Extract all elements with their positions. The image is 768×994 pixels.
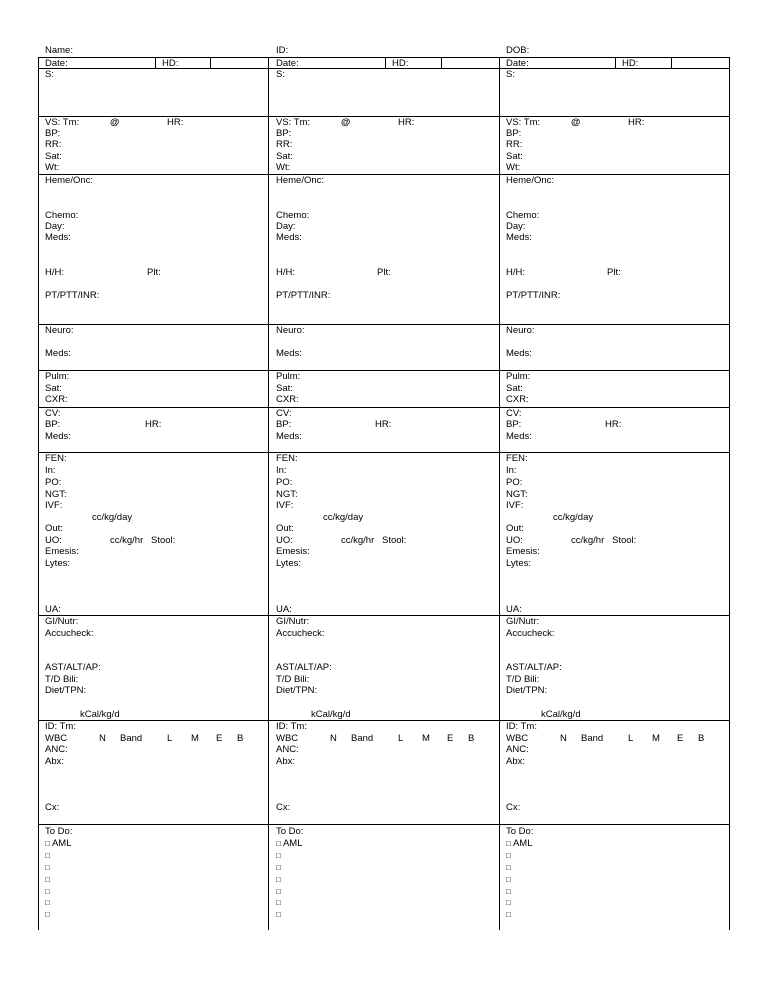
id-title: ID: Tm: bbox=[506, 721, 537, 732]
cv-meds-label: Meds: bbox=[506, 431, 532, 442]
cv-title: CV: bbox=[276, 408, 292, 419]
s-label: S: bbox=[45, 69, 54, 80]
heme-title: Heme/Onc: bbox=[276, 175, 325, 186]
ast-label: AST/ALT/AP: bbox=[45, 662, 101, 673]
diet-label: Diet/TPN: bbox=[276, 685, 318, 696]
pulm-title: Pulm: bbox=[45, 371, 70, 382]
vs-hr-label: HR: bbox=[628, 117, 645, 128]
id-title: ID: Tm: bbox=[276, 721, 307, 732]
vs-hr-label: HR: bbox=[398, 117, 415, 128]
vs-rr-label: RR: bbox=[506, 139, 523, 150]
vs-tm-label: VS: Tm: bbox=[506, 117, 541, 128]
fen-title: FEN: bbox=[45, 453, 67, 464]
hh-label: H/H: bbox=[45, 267, 64, 278]
neuro-title: Neuro: bbox=[276, 325, 305, 336]
wbc-label: WBC bbox=[276, 733, 299, 744]
cv-hr-label: HR: bbox=[375, 419, 392, 430]
chemo-label: Chemo: bbox=[276, 210, 310, 221]
checkbox-icon[interactable]: □ bbox=[45, 875, 50, 884]
bili-label: T/D Bili: bbox=[506, 674, 540, 685]
pulm-title: Pulm: bbox=[276, 371, 301, 382]
day-label: Day: bbox=[506, 221, 526, 232]
checkbox-icon[interactable]: □ bbox=[506, 851, 511, 860]
e-label: E bbox=[677, 733, 684, 744]
fen-po-label: PO: bbox=[506, 477, 523, 488]
fen-ua-label: UA: bbox=[276, 604, 292, 615]
cxr-label: CXR: bbox=[506, 394, 529, 405]
wbc-label: WBC bbox=[45, 733, 68, 744]
checkbox-icon[interactable]: □ bbox=[45, 851, 50, 860]
cv-hr-label: HR: bbox=[605, 419, 622, 430]
abx-label: Abx: bbox=[506, 756, 526, 767]
todo-item-label: AML bbox=[512, 838, 533, 849]
fen-ivf-label: IVF: bbox=[45, 500, 63, 511]
fen-in-label: In: bbox=[276, 465, 287, 476]
cx-label: Cx: bbox=[506, 802, 521, 813]
heme-meds-label: Meds: bbox=[45, 232, 71, 243]
checkbox-icon[interactable]: □ bbox=[276, 910, 281, 919]
vs-tm-label: VS: Tm: bbox=[276, 117, 311, 128]
checkbox-icon[interactable]: □ bbox=[506, 863, 511, 872]
n-label: N bbox=[560, 733, 567, 744]
hd-label: HD: bbox=[162, 58, 179, 69]
bili-label: T/D Bili: bbox=[276, 674, 310, 685]
band-label: Band bbox=[351, 733, 374, 744]
vs-tm-label: VS: Tm: bbox=[45, 117, 80, 128]
border-left bbox=[38, 57, 39, 930]
checkbox-icon[interactable]: □ bbox=[276, 887, 281, 896]
fen-ua-label: UA: bbox=[45, 604, 61, 615]
hh-label: H/H: bbox=[276, 267, 295, 278]
pulm-sat-label: Sat: bbox=[45, 383, 62, 394]
plt-label: Plt: bbox=[607, 267, 621, 278]
date-label: Date: bbox=[45, 58, 68, 69]
cxr-label: CXR: bbox=[45, 394, 68, 405]
neuro-title: Neuro: bbox=[506, 325, 535, 336]
todo-item[interactable] bbox=[45, 838, 72, 849]
gi-title: GI/Nutr: bbox=[45, 616, 79, 627]
kcal-label: kCal/kg/d bbox=[541, 709, 581, 720]
vs-bp-label: BP: bbox=[45, 128, 61, 139]
fen-stool-label: Stool: bbox=[151, 535, 176, 546]
b-label: B bbox=[698, 733, 705, 744]
accucheck-label: Accucheck: bbox=[276, 628, 325, 639]
fen-lytes-label: Lytes: bbox=[506, 558, 531, 569]
chemo-label: Chemo: bbox=[45, 210, 79, 221]
day-label: Day: bbox=[45, 221, 65, 232]
cv-bp-label: BP: bbox=[45, 419, 61, 430]
b-label: B bbox=[237, 733, 244, 744]
m-label: M bbox=[191, 733, 199, 744]
day-label: Day: bbox=[276, 221, 296, 232]
fen-stool-label: Stool: bbox=[382, 535, 407, 546]
e-label: E bbox=[447, 733, 454, 744]
fen-cckgday-label: cc/kg/day bbox=[92, 512, 133, 523]
pulm-title: Pulm: bbox=[506, 371, 531, 382]
checkbox-icon[interactable]: □ bbox=[276, 851, 281, 860]
b-label: B bbox=[468, 733, 475, 744]
kcal-label: kCal/kg/d bbox=[80, 709, 120, 720]
gi-title: GI/Nutr: bbox=[506, 616, 540, 627]
date-label: Date: bbox=[506, 58, 529, 69]
n-label: N bbox=[330, 733, 337, 744]
fen-emesis-label: Emesis: bbox=[276, 546, 310, 557]
patient-column-1 bbox=[45, 0, 273, 994]
accucheck-label: Accucheck: bbox=[45, 628, 94, 639]
anc-label: ANC: bbox=[506, 744, 529, 755]
cv-meds-label: Meds: bbox=[45, 431, 71, 442]
bili-label: T/D Bili: bbox=[45, 674, 79, 685]
todo-title: To Do: bbox=[45, 826, 73, 837]
todo-item[interactable] bbox=[506, 838, 533, 849]
accucheck-label: Accucheck: bbox=[506, 628, 555, 639]
cv-hr-label: HR: bbox=[145, 419, 162, 430]
vs-bp-label: BP: bbox=[276, 128, 292, 139]
n-label: N bbox=[99, 733, 106, 744]
todo-item-label: AML bbox=[282, 838, 303, 849]
fen-po-label: PO: bbox=[276, 477, 293, 488]
checkbox-icon[interactable]: □ bbox=[506, 910, 511, 919]
cv-title: CV: bbox=[45, 408, 61, 419]
chemo-label: Chemo: bbox=[506, 210, 540, 221]
cv-bp-label: BP: bbox=[506, 419, 522, 430]
neuro-title: Neuro: bbox=[45, 325, 74, 336]
checkbox-icon[interactable]: □ bbox=[276, 898, 281, 907]
fen-cckghr-label: cc/kg/hr bbox=[341, 535, 375, 546]
diet-label: Diet/TPN: bbox=[506, 685, 548, 696]
cx-label: Cx: bbox=[45, 802, 60, 813]
checkbox-icon[interactable]: □ bbox=[45, 898, 50, 907]
abx-label: Abx: bbox=[45, 756, 65, 767]
heme-title: Heme/Onc: bbox=[45, 175, 94, 186]
fen-uo-label: UO: bbox=[45, 535, 62, 546]
vs-rr-label: RR: bbox=[45, 139, 62, 150]
fen-emesis-label: Emesis: bbox=[45, 546, 79, 557]
fen-po-label: PO: bbox=[45, 477, 62, 488]
fen-ivf-label: IVF: bbox=[276, 500, 294, 511]
neuro-meds-label: Meds: bbox=[45, 348, 71, 359]
cv-title: CV: bbox=[506, 408, 522, 419]
checkbox-icon[interactable]: □ bbox=[45, 863, 50, 872]
s-label: S: bbox=[506, 69, 515, 80]
checkbox-icon[interactable]: □ bbox=[506, 875, 511, 884]
hh-label: H/H: bbox=[506, 267, 525, 278]
pulm-sat-label: Sat: bbox=[276, 383, 293, 394]
cv-bp-label: BP: bbox=[276, 419, 292, 430]
pt-label: PT/PTT/INR: bbox=[506, 290, 561, 301]
fen-title: FEN: bbox=[506, 453, 528, 464]
fen-ngt-label: NGT: bbox=[276, 489, 298, 500]
fen-uo-label: UO: bbox=[276, 535, 293, 546]
band-label: Band bbox=[581, 733, 604, 744]
patient-column-2 bbox=[276, 0, 504, 994]
heme-meds-label: Meds: bbox=[506, 232, 532, 243]
kcal-label: kCal/kg/d bbox=[311, 709, 351, 720]
vs-sat-label: Sat: bbox=[506, 151, 523, 162]
vs-rr-label: RR: bbox=[276, 139, 293, 150]
todo-item-label: AML bbox=[51, 838, 72, 849]
plt-label: Plt: bbox=[147, 267, 161, 278]
checkbox-icon[interactable]: □ bbox=[45, 910, 50, 919]
wbc-label: WBC bbox=[506, 733, 529, 744]
checkbox-icon[interactable]: □ bbox=[506, 898, 511, 907]
fen-uo-label: UO: bbox=[506, 535, 523, 546]
abx-label: Abx: bbox=[276, 756, 296, 767]
patient-column-3 bbox=[506, 0, 734, 994]
vs-at-label: @ bbox=[110, 117, 120, 128]
m-label: M bbox=[422, 733, 430, 744]
id-label: ID: bbox=[276, 45, 289, 56]
vs-sat-label: Sat: bbox=[276, 151, 293, 162]
checkbox-icon[interactable]: □ bbox=[276, 863, 281, 872]
l-label: L bbox=[398, 733, 404, 744]
fen-title: FEN: bbox=[276, 453, 298, 464]
neuro-meds-label: Meds: bbox=[506, 348, 532, 359]
vs-hr-label: HR: bbox=[167, 117, 184, 128]
cv-meds-label: Meds: bbox=[276, 431, 302, 442]
neuro-meds-label: Meds: bbox=[276, 348, 302, 359]
todo-title: To Do: bbox=[276, 826, 304, 837]
fen-lytes-label: Lytes: bbox=[45, 558, 70, 569]
band-label: Band bbox=[120, 733, 143, 744]
s-label: S: bbox=[276, 69, 285, 80]
fen-out-label: Out: bbox=[276, 523, 294, 534]
checkbox-icon[interactable]: □ bbox=[45, 839, 50, 848]
diet-label: Diet/TPN: bbox=[45, 685, 87, 696]
vs-at-label: @ bbox=[341, 117, 351, 128]
anc-label: ANC: bbox=[276, 744, 299, 755]
fen-cckgday-label: cc/kg/day bbox=[323, 512, 364, 523]
plt-label: Plt: bbox=[377, 267, 391, 278]
heme-meds-label: Meds: bbox=[276, 232, 302, 243]
l-label: L bbox=[167, 733, 173, 744]
fen-ua-label: UA: bbox=[506, 604, 522, 615]
hd-label: HD: bbox=[392, 58, 409, 69]
gi-title: GI/Nutr: bbox=[276, 616, 310, 627]
checkbox-icon[interactable]: □ bbox=[276, 839, 281, 848]
vs-wt-label: Wt: bbox=[276, 162, 291, 173]
vs-bp-label: BP: bbox=[506, 128, 522, 139]
todo-item[interactable] bbox=[276, 838, 303, 849]
dob-label: DOB: bbox=[506, 45, 530, 56]
vs-at-label: @ bbox=[571, 117, 581, 128]
checkbox-icon[interactable]: □ bbox=[506, 839, 511, 848]
todo-title: To Do: bbox=[506, 826, 534, 837]
fen-cckghr-label: cc/kg/hr bbox=[571, 535, 605, 546]
l-label: L bbox=[628, 733, 634, 744]
checkbox-icon[interactable]: □ bbox=[45, 887, 50, 896]
fen-in-label: In: bbox=[45, 465, 56, 476]
fen-out-label: Out: bbox=[45, 523, 63, 534]
fen-ngt-label: NGT: bbox=[506, 489, 528, 500]
cx-label: Cx: bbox=[276, 802, 291, 813]
ast-label: AST/ALT/AP: bbox=[276, 662, 332, 673]
fen-ngt-label: NGT: bbox=[45, 489, 67, 500]
ast-label: AST/ALT/AP: bbox=[506, 662, 562, 673]
fen-stool-label: Stool: bbox=[612, 535, 637, 546]
fen-lytes-label: Lytes: bbox=[276, 558, 301, 569]
fen-cckghr-label: cc/kg/hr bbox=[110, 535, 144, 546]
anc-label: ANC: bbox=[45, 744, 68, 755]
e-label: E bbox=[216, 733, 223, 744]
hd-label: HD: bbox=[622, 58, 639, 69]
fen-ivf-label: IVF: bbox=[506, 500, 524, 511]
vs-wt-label: Wt: bbox=[45, 162, 60, 173]
checkbox-icon[interactable]: □ bbox=[506, 887, 511, 896]
pulm-sat-label: Sat: bbox=[506, 383, 523, 394]
fen-in-label: In: bbox=[506, 465, 517, 476]
fen-cckgday-label: cc/kg/day bbox=[553, 512, 594, 523]
m-label: M bbox=[652, 733, 660, 744]
name-label: Name: bbox=[45, 45, 73, 56]
heme-title: Heme/Onc: bbox=[506, 175, 555, 186]
vs-wt-label: Wt: bbox=[506, 162, 521, 173]
fen-out-label: Out: bbox=[506, 523, 524, 534]
id-title: ID: Tm: bbox=[45, 721, 76, 732]
pt-label: PT/PTT/INR: bbox=[276, 290, 331, 301]
checkbox-icon[interactable]: □ bbox=[276, 875, 281, 884]
pt-label: PT/PTT/INR: bbox=[45, 290, 100, 301]
cxr-label: CXR: bbox=[276, 394, 299, 405]
date-label: Date: bbox=[276, 58, 299, 69]
vs-sat-label: Sat: bbox=[45, 151, 62, 162]
fen-emesis-label: Emesis: bbox=[506, 546, 540, 557]
